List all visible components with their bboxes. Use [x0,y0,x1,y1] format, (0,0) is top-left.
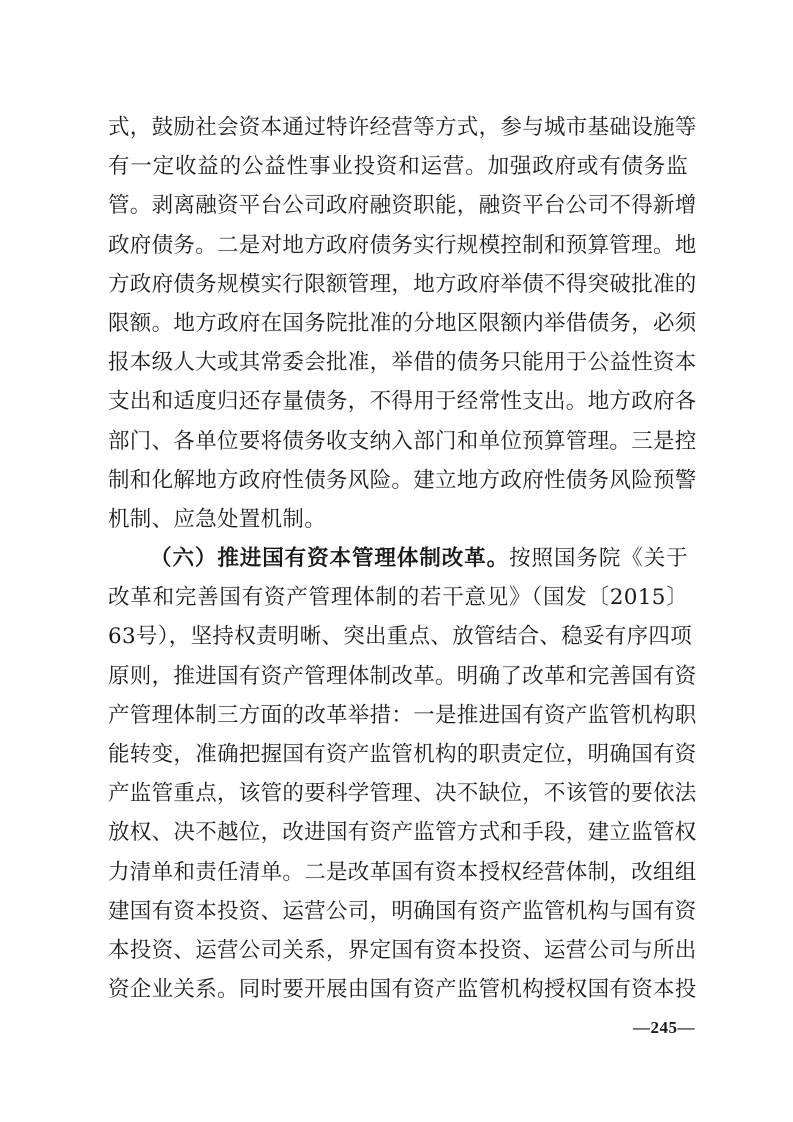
text-line: 力清单和责任清单。二是改革国有资本授权经营体制，改组组 [108,859,697,885]
text-line: 63号），坚持权责明晰、突出重点、放管结合、稳妥有序四项 [108,624,693,650]
text-line: 建国有资本投资、运营公司，明确国有资产监管机构与国有资 [108,898,697,924]
body-text [108,108,697,1009]
text-line: 机制、应急处置机制。 [108,506,327,532]
text-line: 政府债务。二是对地方政府债务实行规模控制和预算管理。地 [108,232,697,258]
text-line: 方政府债务规模实行限额管理，地方政府举债不得突破批准的 [108,271,697,297]
text-line: 有一定收益的公益性事业投资和运营。加强政府或有债务监 [108,154,688,180]
text-span: 按照国务院《关于 [509,546,688,572]
paragraph-first-line [108,539,688,578]
text-line: 报本级人大或其常委会批准，举借的债务只能用于公益性资本 [108,350,697,376]
text-line: 产管理体制三方面的改革举措：一是推进国有资产监管机构职 [108,702,697,728]
text-line: 支出和适度归还存量债务，不得用于经常性支出。地方政府各 [108,389,697,415]
text-line: 改革和完善国有资产管理体制的若干意见》（国发〔2015〕 [108,585,688,611]
text-line: 资企业关系。同时要开展由国有资产监管机构授权国有资本投 [108,977,697,1003]
text-line: 管。剥离融资平台公司政府融资职能，融资平台公司不得新增 [108,193,697,219]
section-heading: （六）推进国有资本管理体制改革。 [150,546,510,572]
text-line: 放权、决不越位，改进国有资产监管方式和手段，建立监管权 [108,820,697,846]
text-line: 产监管重点，该管的要科学管理、决不缺位，不该管的要依法 [108,781,697,807]
text-line: 本投资、运营公司关系，界定国有资本投资、运营公司与所出 [108,937,697,963]
text-line: 制和化解地方政府性债务风险。建立地方政府性债务风险预警 [108,467,697,493]
text-line: 原则，推进国有资产管理体制改革。明确了改革和完善国有资 [108,663,697,689]
text-line: 能转变，准确把握国有资产监管机构的职责定位，明确国有资 [108,742,697,767]
text-line: 限额。地方政府在国务院批准的分地区限额内举借债务，必须 [108,310,697,336]
text-line: 式，鼓励社会资本通过特许经营等方式，参与城市基础设施等 [108,115,697,140]
text-line: 部门、各单位要将债务收支纳入部门和单位预算管理。三是控 [108,428,697,454]
page-number: —245— [633,1018,695,1037]
